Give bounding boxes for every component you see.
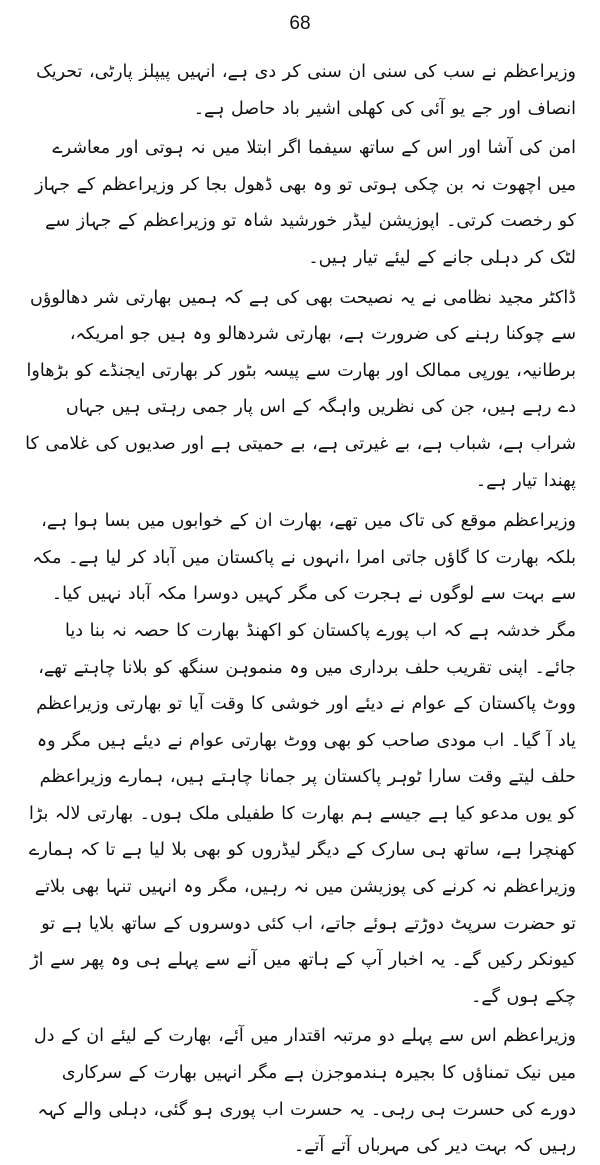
paragraph-1: وزیراعظم نے سب کی سنی ان سنی کر دی ہے، انہیں پیپلز پارٹی، تحریک انصاف اور جے یو آئی کی کھلی اشیر باد حاصل ہے۔ xyxy=(36,62,576,119)
paragraph-5: وزیراعظم اس سے پہلے دو مرتبہ اقتدار میں آئے، بھارت کے لیئے ان کے دل میں نیک تمناؤں کا بجیرہ ہندموجزن ہے مگر انہیں بھارت کے سرکاری دورے کی حسرت ہی رہی۔ یہ حسرت اب پوری ہو گئی، دہلی والے کہہ رہیں کہ بہت دیر کی مہرباں آتے آتے۔ xyxy=(34,1026,576,1157)
article-body xyxy=(24,54,576,1165)
paragraph-4: وزیراعظم موقع کی تاک میں تھے، بھارت ان کے خوابوں میں بسا ہوا ہے، بلکہ بھارت کا گاؤں جاتی امرا ،انہوں نے پاکستان میں آباد کر لیا ہے۔ مکہ سے بہت سے لوگوں نے ہجرت کی مگر کہیں دوسرا مکہ آباد نہیں کیا۔ مگر خدشہ ہے کہ اب پورے پاکستان کو اکھنڈ بھارت کا حصہ نہ بنا دیا جائے۔ اپنی تقریب حلف برداری میں وہ منموہن سنگھ کو بلانا چاہتے تھے، ووٹ پاکستان کے عوام نے دیئے اور خوشی کا وقت آیا تو بھارتی وزیراعظم یاد آ گیا۔ اب مودی صاحب کو بھی ووٹ بھارتی عوام نے دیئے ہیں مگر وہ حلف لیتے وقت سارا ٹوہر پاکستان پر جمانا چاہتے ہیں، ہمارے وزیراعظم کو یوں مدعو کیا ہے جیسے ہم بھارت کا طفیلی ملک ہوں۔ بھارتی لالہ بڑا کھنچرا ہے، ساتھ ہی سارک کے دیگر لیڈروں کو بھی بلا لیا ہے تا کہ ہمارے وزیراعظم نہ کرنے کی پوزیشن میں نہ رہیں، مگر وہ انہیں تنہا بھی بلاتے تو حضرت سرپٹ دوڑتے ہوئے جاتے، اب کئی دوسروں کے ساتھ بلایا ہے تو کیونکر رکیں گے۔ یہ اخبار آپ کے ہاتھ میں آنے سے پہلے ہی وہ پھر سے اڑ چکے ہوں گے۔ xyxy=(28,511,576,1007)
paragraph-2: امن کی آشا اور اس کے ساتھ سیفما اگر ابتلا میں نہ ہوتی اور معاشرے میں اچھوت نہ بن چکی ہوتی تو وہ بھی ڈھول بجا کر وزیراعظم کے جہاز کو رخصت کرتی۔ اپوزیشن لیڈر خورشید شاہ تو وزیراعظم کے جہاز سے لٹک کر دہلی جانے کے لیئے تیار ہیں۔ xyxy=(35,138,576,268)
paragraph-3: ڈاکٹر مجید نظامی نے یہ نصیحت بھی کی ہے کہ ہمیں بھارتی شر دھالوؤں سے چوکنا رہنے کی ضرورت ہے، بھارتی شردھالو وہ ہیں جو امریکہ، برطانیہ، یورپی ممالک اور بھارت سے پیسہ بٹور کر بھارتی ایجنڈے کو بڑھاوا دے رہے ہیں، جن کی نظریں واہگہ کے اس پار جمی رہتی ہیں جہاں شراب ہے، شباب ہے، بے غیرتی ہے، بے حمیتی ہے اور صدیوں کی غلامی کا پھندا تیار ہے۔ xyxy=(25,287,576,491)
page-number: 68 xyxy=(289,13,311,34)
